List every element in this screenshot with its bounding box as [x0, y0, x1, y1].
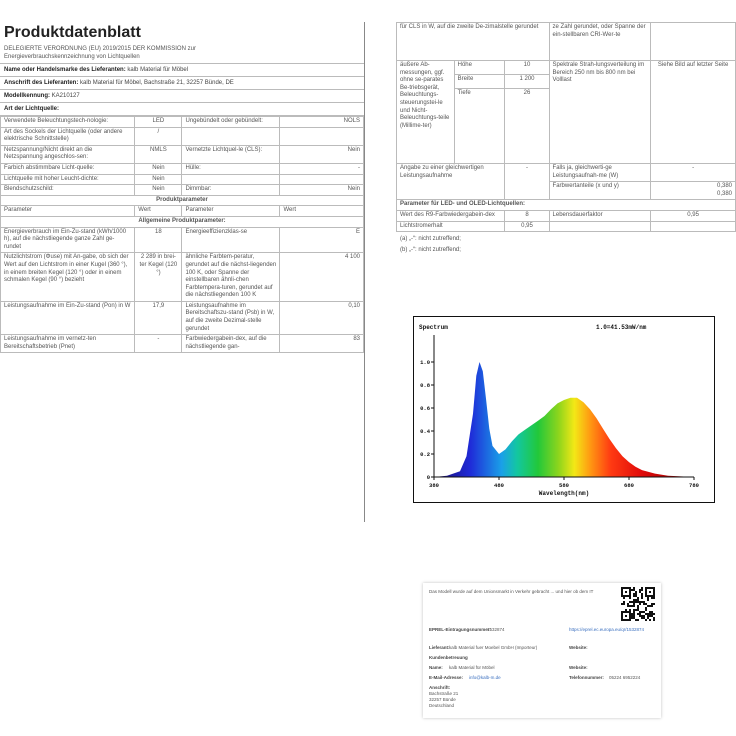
qr-module — [653, 597, 655, 599]
light-source-type-row — [0, 103, 364, 116]
param-row — [1, 253, 364, 302]
qr-module — [647, 605, 649, 607]
address-line-2: 32257 Bünde — [429, 697, 456, 702]
qr-module — [651, 603, 653, 605]
qr-module — [633, 589, 635, 591]
light-source-cell: / — [135, 127, 182, 145]
qr-module — [643, 603, 645, 605]
qr-module — [647, 615, 649, 617]
light-source-cell: - — [280, 163, 364, 174]
qr-module — [631, 601, 633, 603]
qr-module — [653, 593, 655, 595]
qr-module — [635, 591, 637, 593]
qr-module — [639, 611, 641, 613]
qr-module — [645, 613, 647, 615]
survival-factor-label: Lebensdauerfaktor — [549, 210, 651, 221]
qr-module — [639, 601, 641, 603]
product-params-heading: Produktparameter — [1, 195, 364, 206]
param-row — [1, 335, 364, 353]
qr-module — [633, 595, 635, 597]
x-tick-label: 780 — [689, 482, 699, 489]
qr-module — [637, 613, 639, 615]
qr-module — [625, 595, 627, 597]
qr-module — [621, 613, 623, 615]
qr-module — [637, 619, 639, 621]
qr-module — [641, 601, 643, 603]
spectrum-chart — [413, 316, 715, 503]
dim-width-label: Breite — [454, 75, 505, 89]
dim-height-label: Höhe — [454, 61, 505, 75]
light-source-cell: Netzspannung/Nicht direkt an die Netzspannung angeschlos-sen: — [1, 145, 135, 163]
led-params-heading: Parameter für LED- und OLED-Lichtquellen: — [397, 200, 736, 211]
dim-width-value: 1 200 — [505, 75, 549, 89]
qr-module — [633, 617, 635, 619]
qr-module — [639, 603, 641, 605]
regulation-line-2: Energieverbrauchskennzeichnung von Lichtquellen — [4, 54, 140, 60]
qr-module — [633, 601, 635, 603]
qr-module — [621, 591, 623, 593]
light-source-cell: Vernetzte Lichtquel-le (CLS): — [182, 145, 280, 163]
light-source-cell — [280, 174, 364, 185]
param-cell: 0,10 — [280, 301, 364, 334]
equivalent-power-label: Angabe zu einer gleichwertigen Leistungsaufnahme — [397, 164, 505, 200]
x-tick-label: 380 — [429, 482, 439, 489]
y-tick-label: 0.6 — [420, 405, 430, 412]
light-source-cell: Nein — [135, 174, 182, 185]
qr-module — [651, 611, 653, 613]
supplier-name-row — [0, 63, 364, 77]
qr-module — [621, 615, 623, 617]
qr-module — [621, 587, 623, 589]
qr-module — [639, 615, 641, 617]
qr-module — [629, 615, 631, 617]
param-cell: 17,9 — [135, 301, 182, 334]
qr-module — [637, 597, 639, 599]
qr-module — [643, 601, 645, 603]
qr-module — [641, 611, 643, 613]
qr-module — [627, 587, 629, 589]
cri-label: ze Zahl gerundet, oder Spanne der ein-stellbaren CRI-Wer-te — [549, 23, 651, 61]
qr-module — [621, 595, 623, 597]
qr-module — [653, 617, 655, 619]
qr-module — [647, 613, 649, 615]
equivalent-power-w-value: - — [651, 164, 736, 182]
qr-module — [637, 601, 639, 603]
light-source-row — [1, 117, 364, 128]
qr-module — [629, 609, 631, 611]
qr-module — [629, 593, 631, 595]
spectrum-curve — [434, 362, 694, 477]
dim-depth-value: 26 — [505, 89, 549, 164]
qr-module — [653, 591, 655, 593]
chromaticity-y: 0,380 — [716, 190, 732, 197]
param-cell: Nutzlichtstrom (Φuse) mit An-gabe, ob sich der Wert auf den Lichtstrom in einer Kugel (360 °), in einem breiten Kegel (120 °) oder in einem schmalen Kegel (90 °) bezieht — [1, 253, 135, 302]
qr-module — [651, 613, 653, 615]
qr-module — [625, 587, 627, 589]
qr-module — [631, 589, 633, 591]
phone-value: 05224 6952224 — [609, 675, 641, 680]
email-value[interactable]: info@kalb-m.de — [469, 675, 501, 680]
email-label: E-Mail-Adresse: — [429, 675, 464, 680]
address-line-1: Bachstraße 21 — [429, 691, 459, 696]
qr-module — [623, 597, 625, 599]
qr-module — [633, 599, 635, 601]
qr-module — [653, 603, 655, 605]
qr-module — [621, 593, 623, 595]
footnote-b: (b) „-“: nicht zutreffend; — [400, 247, 461, 254]
qr-module — [643, 615, 645, 617]
light-source-type-label: Art der Lichtquelle: — [4, 106, 60, 112]
qr-module — [637, 609, 639, 611]
qr-module — [623, 619, 625, 621]
param-cell: Leistungsaufnahme im vernetz-ten Bereitschaftsbetrieb (Pnet) — [1, 335, 135, 353]
qr-module — [647, 587, 649, 589]
qr-module — [621, 611, 623, 613]
qr-module — [621, 619, 623, 621]
qr-module — [641, 617, 643, 619]
eprel-value: 1532874 — [487, 627, 505, 632]
qr-module — [633, 593, 635, 595]
qr-module — [651, 605, 653, 607]
light-source-cell: Nein — [135, 185, 182, 196]
param-cell: E — [280, 227, 364, 253]
dim-height-value: 10 — [505, 61, 549, 75]
qr-module — [645, 591, 647, 593]
qr-module — [643, 617, 645, 619]
param-cell: 18 — [135, 227, 182, 253]
qr-module — [645, 593, 647, 595]
supplier-name-value: kalb Material für Möbel — [127, 67, 189, 73]
qr-module — [633, 609, 635, 611]
light-source-cell: Nein — [135, 163, 182, 174]
light-source-cell: NOLS — [280, 117, 364, 128]
website2-label: Website: — [569, 665, 588, 670]
light-source-cell — [182, 174, 280, 185]
qr-module — [625, 591, 627, 593]
equivalent-power-w-label: Falls ja, gleichwerti-ge Leistungsaufnah-me (W) — [549, 164, 651, 182]
regulation-line-1: DELEGIERTE VERORDNUNG (EU) 2019/2015 DER KOMMISSION zur — [4, 46, 196, 52]
qr-module — [629, 619, 631, 621]
name-label: Name: — [429, 665, 443, 670]
general-params-heading: Allgemeine Produktparameter: — [1, 216, 364, 227]
y-tick-label: 0.4 — [420, 428, 430, 435]
qr-module — [629, 589, 631, 591]
param-cell: 4 100 — [280, 253, 364, 302]
light-source-cell — [280, 127, 364, 145]
qr-module — [629, 597, 631, 599]
supplier-name-label: Name oder Handelsmarke des Lieferanten: — [4, 67, 126, 73]
param-cell: 83 — [280, 335, 364, 353]
footnote-a: (a) „-“: nicht zutreffend; — [400, 236, 461, 243]
address-label: Anschrift: — [429, 685, 451, 690]
eprel-info-card — [423, 583, 661, 718]
qr-module — [629, 591, 631, 593]
qr-module — [623, 611, 625, 613]
light-source-cell: Nein — [280, 145, 364, 163]
qr-module — [651, 587, 653, 589]
qr-module — [641, 615, 643, 617]
qr-module — [627, 603, 629, 605]
qr-module — [641, 597, 643, 599]
spectrum-area — [434, 362, 694, 477]
qr-module — [635, 593, 637, 595]
param-cell: Leistungsaufnahme im Ein-Zu-stand (Pon) in W — [1, 301, 135, 334]
cls-power-label: für CLS in W, auf die zweite De-zimalstelle gerundet — [397, 23, 550, 61]
chromaticity-values — [651, 182, 736, 200]
qr-module — [623, 587, 625, 589]
r9-value: 8 — [505, 210, 549, 221]
chromaticity-x: 0,380 — [716, 183, 732, 190]
y-tick-label: 0.2 — [420, 451, 430, 458]
qr-module — [645, 607, 647, 609]
qr-module — [621, 603, 623, 605]
param-cell: Farbwiedergabein-dex, auf die nächstliegende gan- — [182, 335, 280, 353]
qr-module — [637, 599, 639, 601]
light-source-cell: Verwendete Beleuchtungstech-nologie: — [1, 117, 135, 128]
qr-module — [635, 595, 637, 597]
qr-module — [631, 613, 633, 615]
qr-module — [641, 593, 643, 595]
qr-module — [651, 595, 653, 597]
light-source-cell: Hülle: — [182, 163, 280, 174]
qr-module — [649, 587, 651, 589]
dimensions-label: äußere Ab-messungen, ggf. ohne se-parates Be-triebsgerät, Beleuchtungs-steuerungstei-le und Nicht-Beleuchtungs-teile (Millime-ter) — [397, 61, 455, 164]
qr-module — [649, 611, 651, 613]
lumen-maintenance-label: Lichtstromerhalt — [397, 221, 505, 232]
qr-module — [633, 587, 635, 589]
param-header-2: Wert — [135, 206, 182, 217]
light-source-row — [1, 174, 364, 185]
qr-module — [647, 599, 649, 601]
qr-module — [653, 589, 655, 591]
datasheet-page-right — [396, 22, 736, 298]
chart-xlabel: Wavelength(nm) — [538, 490, 590, 497]
qr-module — [653, 587, 655, 589]
supplier-value: kalb Material fuer Moebel GmbH (Importeur) — [449, 645, 538, 650]
qr-module — [629, 605, 631, 607]
light-source-cell: NMLS — [135, 145, 182, 163]
light-source-cell: Lichtquelle mit hoher Leucht-dichte: — [1, 174, 135, 185]
param-row — [1, 301, 364, 334]
qr-module — [649, 613, 651, 615]
website-label: Website: — [569, 645, 588, 650]
qr-module — [623, 595, 625, 597]
qr-module — [627, 611, 629, 613]
qr-module — [633, 603, 635, 605]
qr-module — [639, 589, 641, 591]
qr-module — [645, 589, 647, 591]
spectrum-chart-svg — [414, 317, 714, 502]
qr-module — [651, 615, 653, 617]
qr-module — [645, 603, 647, 605]
light-source-cell — [182, 127, 280, 145]
qr-module — [633, 615, 635, 617]
qr-module — [625, 615, 627, 617]
model-row — [0, 90, 364, 103]
phone-label: Telefonnummer: — [569, 675, 604, 680]
param-cell: Energieverbrauch im Ein-Zu-stand (kWh/1000 h), auf die nächstliegende ganze Zahl ge-rundet — [1, 227, 135, 253]
param-cell: - — [135, 335, 182, 353]
equivalent-power-value: - — [505, 164, 549, 200]
qr-module — [625, 619, 627, 621]
qr-module — [653, 613, 655, 615]
supplier-address-row — [0, 77, 364, 90]
x-tick-label: 480 — [494, 482, 504, 489]
qr-module — [629, 611, 631, 613]
light-source-row — [1, 145, 364, 163]
qr-module — [645, 595, 647, 597]
light-source-table — [0, 116, 364, 353]
x-tick-label: 580 — [559, 482, 569, 489]
param-cell: Leistungsaufnahme im Bereitschaftszu-stand (Psb) in W, auf die zweite Dezimal-stelle gerundet — [182, 301, 280, 334]
qr-module — [647, 617, 649, 619]
param-header-4: Wert — [280, 206, 364, 217]
model-value: KA210127 — [51, 93, 80, 99]
y-tick-label: 1.0 — [420, 359, 430, 366]
y-tick-label: 0.8 — [420, 382, 430, 389]
qr-module — [641, 587, 643, 589]
customer-service-label: Kundenbetreuung — [429, 655, 468, 660]
qr-module — [653, 595, 655, 597]
supplier-address-label: Anschrift des Lieferanten: — [4, 80, 79, 86]
qr-module — [633, 613, 635, 615]
address-line-3: Deutschland — [429, 703, 455, 708]
light-source-row — [1, 163, 364, 174]
chromaticity-label: Farbwertanteile (x und y) — [549, 182, 651, 200]
qr-module — [627, 605, 629, 607]
qr-module — [633, 611, 635, 613]
qr-module — [649, 619, 651, 621]
qr-module — [629, 613, 631, 615]
qr-module — [629, 617, 631, 619]
model-label: Modellkennung: — [4, 93, 50, 99]
qr-module — [643, 611, 645, 613]
qr-module — [647, 597, 649, 599]
qr-module — [649, 615, 651, 617]
qr-module — [631, 605, 633, 607]
qr-code[interactable] — [621, 587, 655, 621]
qr-module — [623, 603, 625, 605]
chart-ylabel: Spectrum — [419, 324, 448, 331]
qr-module — [629, 601, 631, 603]
r9-label: Wert des R9-Farbwiedergabein-dex — [397, 210, 505, 221]
qr-module — [635, 601, 637, 603]
light-source-row — [1, 127, 364, 145]
light-source-row — [1, 185, 364, 196]
qr-module — [639, 613, 641, 615]
card-top-text: Das Modell wurde auf dem Unionsmarkt in Verkehr gebracht ... und hier ob dem IT — [429, 589, 594, 594]
param-row — [1, 227, 364, 253]
qr-module — [641, 595, 643, 597]
qr-module — [627, 595, 629, 597]
qr-module — [651, 597, 653, 599]
name-value: kalb Material für Möbel — [449, 665, 495, 670]
qr-module — [645, 619, 647, 621]
spectral-distribution-label: Spektrale Strah-lungsverteilung im Bereich 250 nm bis 800 nm bei Volllast — [549, 61, 651, 164]
chart-title: 1.0=41.53mW/nm — [596, 324, 647, 331]
qr-code-icon — [621, 587, 655, 621]
datasheet-page-left — [0, 22, 365, 522]
qr-module — [625, 611, 627, 613]
supplier-label: Lieferant: — [429, 645, 450, 650]
continued-table — [396, 22, 736, 232]
qr-module — [635, 619, 637, 621]
param-cell: Energieeffizienzklas-se — [182, 227, 280, 253]
qr-module — [629, 587, 631, 589]
qr-module — [631, 615, 633, 617]
qr-module — [637, 607, 639, 609]
eprel-label: EPREL-Eintragungsnummer: — [429, 627, 492, 632]
param-cell: ähnliche Farbtem-peratur, gerundet auf die nächst-liegenden 100 K, oder Spanne der einstellbaren ähnli-chen Farbtempera-turen, gerundet auf die nächstliegenden 100 K — [182, 253, 280, 302]
light-source-cell: LED — [135, 117, 182, 128]
qr-module — [623, 601, 625, 603]
light-source-cell: Farbich abstimmbare Licht-quelle: — [1, 163, 135, 174]
supplier-address-value: kalb Material für Möbel, Bachstraße 21, 32257 Bünde, DE — [80, 80, 234, 86]
qr-module — [649, 605, 651, 607]
qr-module — [645, 609, 647, 611]
light-source-cell: Nein — [280, 185, 364, 196]
light-source-cell: Blendschutzschild: — [1, 185, 135, 196]
qr-module — [635, 609, 637, 611]
qr-module — [649, 591, 651, 593]
qr-module — [627, 619, 629, 621]
spectral-distribution-value: Siehe Bild auf letzter Seite — [651, 61, 736, 164]
qr-module — [653, 619, 655, 621]
lumen-maintenance-value: 0,95 — [505, 221, 549, 232]
qr-module — [621, 589, 623, 591]
qr-module — [637, 605, 639, 607]
qr-module — [635, 599, 637, 601]
qr-module — [633, 605, 635, 607]
qr-module — [639, 591, 641, 593]
qr-module — [631, 617, 633, 619]
light-source-cell: Art des Sockels der Lichtquelle (oder andere elektrische Schnittstelle) — [1, 127, 135, 145]
dim-depth-label: Tiefe — [454, 89, 505, 164]
qr-module — [641, 589, 643, 591]
param-header-3: Parameter — [182, 206, 280, 217]
qr-module — [647, 595, 649, 597]
eprel-link[interactable]: https://eprel.ec.europa.eu/qr/1532874 — [569, 627, 645, 632]
param-cell: 2 289 in brei-ter Kegel (120 °) — [135, 253, 182, 302]
y-tick-label: 0 — [426, 474, 430, 481]
page-title: Produktdatenblatt — [4, 24, 141, 41]
qr-module — [621, 617, 623, 619]
x-tick-label: 680 — [624, 482, 634, 489]
qr-module — [645, 587, 647, 589]
param-header-1: Parameter — [1, 206, 135, 217]
qr-module — [629, 595, 631, 597]
survival-factor-value: 0,95 — [651, 210, 736, 221]
light-source-cell: Ungebündelt oder gebündelt: — [182, 117, 280, 128]
light-source-cell: Dimmbar: — [182, 185, 280, 196]
qr-module — [649, 595, 651, 597]
qr-module — [625, 609, 627, 611]
